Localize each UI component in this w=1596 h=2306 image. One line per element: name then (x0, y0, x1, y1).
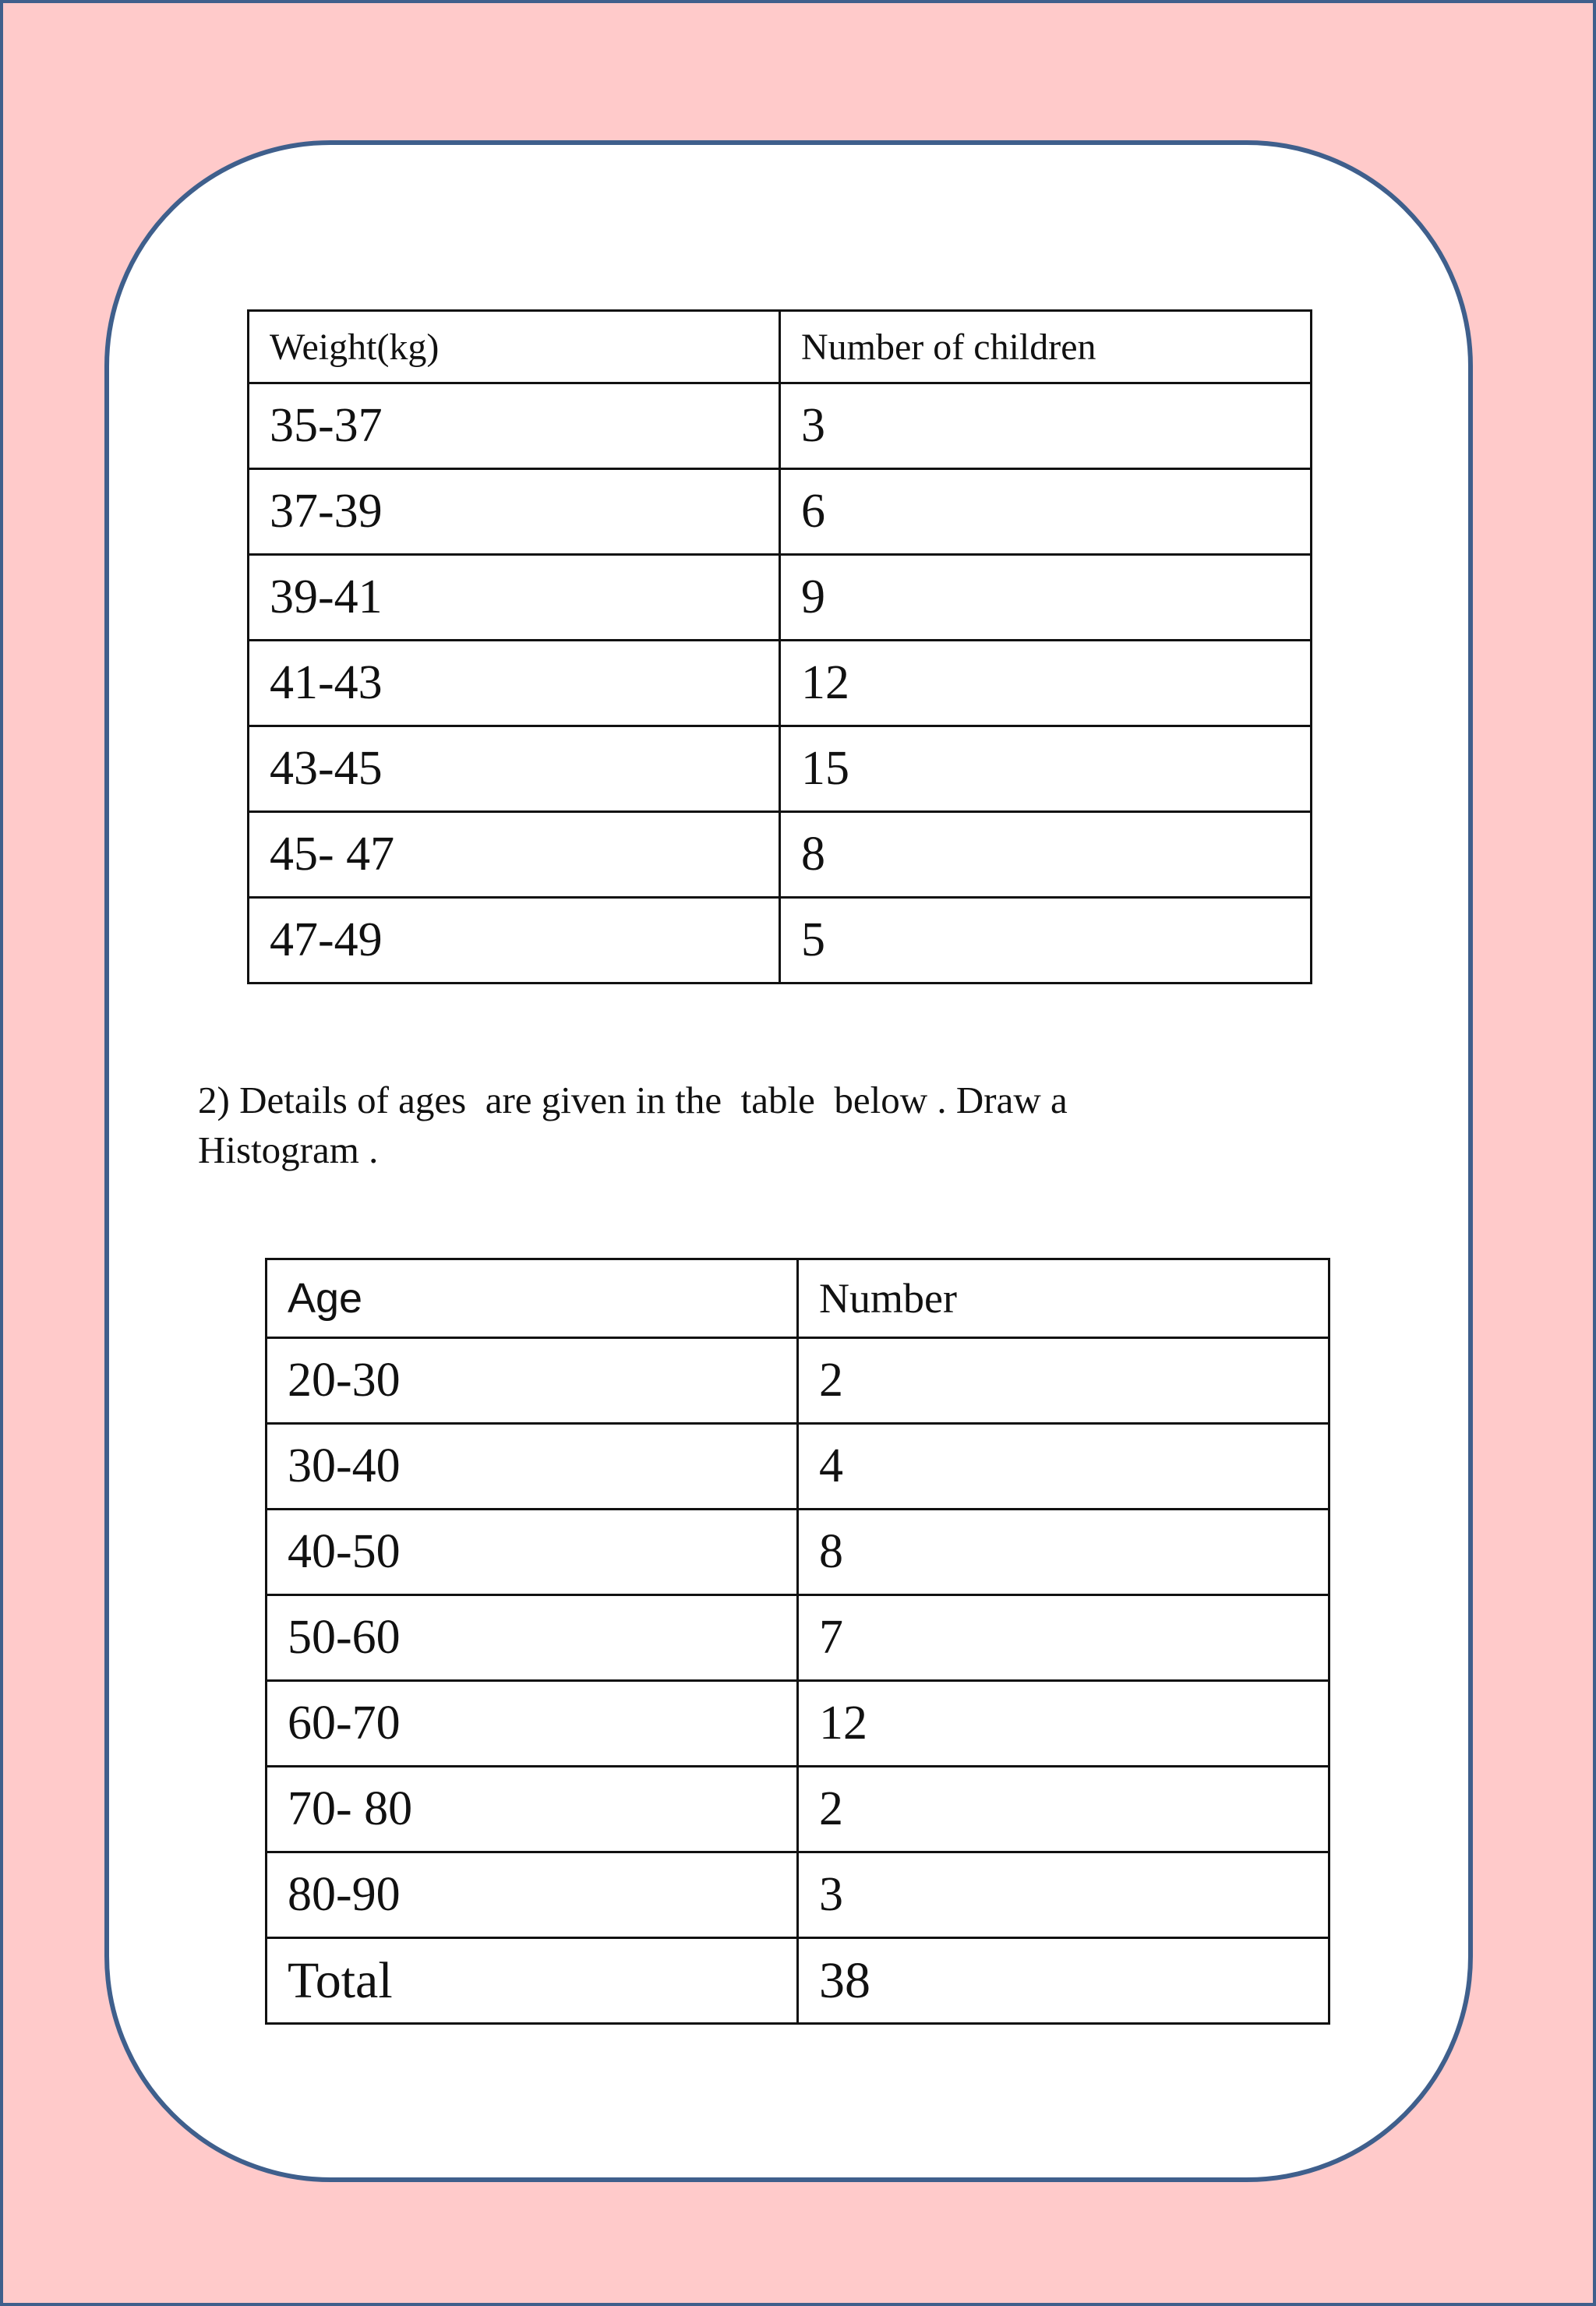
question-line-1: 2) Details of ages are given in the table below . Draw a (198, 1079, 1068, 1121)
age-range-cell: 60-70 (267, 1681, 798, 1767)
table-row (249, 812, 1312, 898)
age-range-cell: 20-30 (267, 1338, 798, 1424)
table-row (267, 1424, 1329, 1510)
total-row (267, 1938, 1329, 2024)
weight-header-cell: Weight(kg) (249, 311, 780, 383)
age-range-cell: 80-90 (267, 1852, 798, 1938)
table-row (267, 1338, 1329, 1424)
age-range-cell: 70- 80 (267, 1767, 798, 1852)
table-row (249, 898, 1312, 983)
table-row (249, 555, 1312, 641)
children-count-cell: 12 (780, 641, 1312, 726)
weight-range-cell: 39-41 (249, 555, 780, 641)
age-range-cell: 40-50 (267, 1510, 798, 1595)
table-row (249, 383, 1312, 469)
number-cell: 2 (798, 1767, 1329, 1852)
age-range-cell: 30-40 (267, 1424, 798, 1510)
number-cell: 8 (798, 1510, 1329, 1595)
weight-range-cell: 43-45 (249, 726, 780, 812)
age-table (265, 1258, 1330, 2025)
age-range-cell: 50-60 (267, 1595, 798, 1681)
weight-range-cell: 45- 47 (249, 812, 780, 898)
table-row (249, 726, 1312, 812)
number-cell: 3 (798, 1852, 1329, 1938)
question-line-2: Histogram . (198, 1128, 379, 1171)
number-cell: 4 (798, 1424, 1329, 1510)
children-count-cell: 3 (780, 383, 1312, 469)
table-row (267, 1510, 1329, 1595)
children-count-cell: 6 (780, 469, 1312, 555)
table-row (267, 1595, 1329, 1681)
weight-table (247, 309, 1312, 984)
weight-table-header-row (249, 311, 1312, 383)
total-label-cell: Total (267, 1938, 798, 2024)
number-cell: 7 (798, 1595, 1329, 1681)
number-header-cell: Number (798, 1259, 1329, 1338)
table-row (249, 469, 1312, 555)
weight-range-cell: 47-49 (249, 898, 780, 983)
children-count-cell: 15 (780, 726, 1312, 812)
weight-range-cell: 37-39 (249, 469, 780, 555)
age-header-cell: Age (267, 1259, 798, 1338)
number-cell: 2 (798, 1338, 1329, 1424)
children-count-cell: 9 (780, 555, 1312, 641)
table-row (267, 1852, 1329, 1938)
table-row (249, 641, 1312, 726)
children-count-cell: 8 (780, 812, 1312, 898)
weight-range-cell: 35-37 (249, 383, 780, 469)
children-count-header-cell: Number of children (780, 311, 1312, 383)
question-text (198, 1075, 1258, 1175)
age-table-header-row (267, 1259, 1329, 1338)
children-count-cell: 5 (780, 898, 1312, 983)
table-row (267, 1681, 1329, 1767)
number-cell: 12 (798, 1681, 1329, 1767)
weight-range-cell: 41-43 (249, 641, 780, 726)
table-row (267, 1767, 1329, 1852)
total-value-cell: 38 (798, 1938, 1329, 2024)
